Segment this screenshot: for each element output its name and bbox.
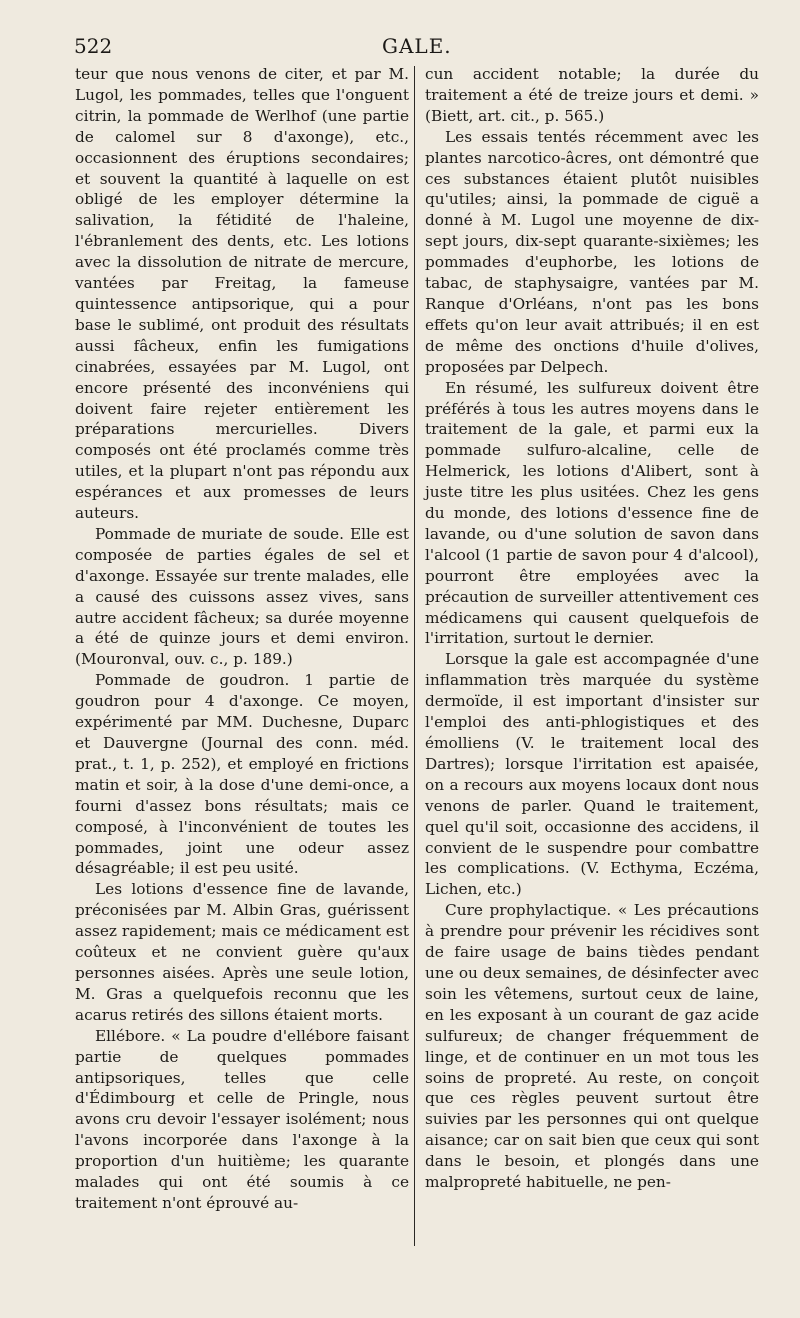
paragraph: En résumé, les sulfureux doivent être préférés à tous les autres moyens dans le traitement de la gale, et parmi eux la pommade sulfuro-alcaline, celle de Helmerick, les lotions d'Alibert, sont à juste titre les plus usitées. Chez les gens du monde, des lotions d'essence fine de lavande, ou d'une solution de savon dans l'alcool (1 partie de savon pour 4 d'alcool), pourront être employées avec la précaution de surveiller attentivement ces médicamens qui causent quelquefois de l'irritation, surtout le dernier. — [425, 378, 759, 648]
page-number: 522 — [74, 34, 113, 58]
paragraph: Pommade de goudron. 1 partie de goudron pour 4 d'axonge. Ce moyen, expérimenté par MM. Duchesne, Duparc et Dauvergne (Journal des conn. méd. prat., t. 1, p. 252), et employé en frictions matin et soir, à la dose d'une demi-once, a fourni d'assez bons résultats; mais ce composé, à l'inconvénient de toutes les pommades, joint une odeur assez désagréable; il est peu usité. — [75, 671, 409, 878]
paragraph: Ellébore. « La poudre d'ellébore faisant partie de quelques pommades antipsoriques, telles que celle d'Édimbourg et celle de Pringle, nous avons cru devoir l'essayer isolément; nous l'avons incorporée dans l'axonge à la proportion d'un huitième; les quarante malades qui ont été soumis à ce traitement n'ont éprouvé au- — [75, 1026, 409, 1212]
page-title: GALE. — [382, 34, 452, 58]
left-column — [75, 64, 409, 1214]
paragraph: Lorsque la gale est accompagnée d'une inflammation très marquée du système dermoïde, il est important d'insister sur l'emploi des anti-phlogistiques et des émolliens (V. le traitement local des Dartres); lorsque l'irritation est apaisée, on a recours aux moyens locaux dont nous venons de parler. Quand le traitement, quel qu'il soit, occasionne des accidens, il convient de le suspendre pour combattre les complications. (V. Ecthyma, Eczéma, Lichen, etc.) — [425, 650, 759, 899]
right-column — [425, 64, 759, 1193]
paragraph: Les lotions d'essence fine de lavande, préconisées par M. Albin Gras, guérissent assez rapidement; mais ce médicament est coûteux et ne convient guère qu'aux personnes aisées. Après une seule lotion, M. Gras a quelquefois reconnu que les acarus retirés des sillons étaient morts. — [75, 880, 409, 1024]
paragraph: teur que nous venons de citer, et par M. Lugol, les pommades, telles que l'onguent citrin, la pommade de Werlhof (une partie de calomel sur 8 d'axonge), etc., occasionnent des éruptions secondaires; et souvent la quantité à laquelle on est obligé de les employer détermine la salivation, la fétidité de l'haleine, l'ébranlement des dents, etc. Les lotions avec la dissolution de nitrate de mercure, vantées par Freitag, la fameuse quintessence antipsorique, qui a pour base le sublimé, ont produit des résultats aussi fâcheux, enfin les fumigations cinabrées, essayées par M. Lugol, ont encore présenté des inconvéniens qui doivent faire rejeter entièrement les préparations mercurielles. Divers composés ont été proclamés comme très utiles, et la plupart n'ont pas répondu aux espérances et aux promesses de leurs auteurs. — [75, 65, 409, 523]
paragraph: Les essais tentés récemment avec les plantes narcotico-âcres, ont démontré que ces substances étaient plutôt nuisibles qu'utiles; ainsi, la pommade de ciguë a donné à M. Lugol une moyenne de dix-sept jours, dix-sept quarante-sixièmes; les pommades d'euphorbe, les lotions de tabac, de staphysaigre, vantées par M. Ranque d'Orléans, n'ont pas les bons effets qu'on leur avait attribués; il en est de même des onctions d'huile d'olives, proposées par Delpech. — [425, 127, 759, 376]
running-header — [74, 34, 764, 64]
paragraph: Cure prophylactique. « Les précautions à prendre pour prévenir les récidives sont de faire usage de bains tièdes pendant une ou deux semaines, de désinfecter avec soin les vêtemens, surtout ceux de laine, en les exposant à un courant de gaz acide sulfureux; de changer fréquemment de linge, et de continuer en un mot tous les soins de propreté. Au reste, on conçoit que ces règles peuvent surtout être suivies par les personnes qui ont quelque aisance; car on sait bien que ceux qui sont dans le besoin, et plongés dans une malpropreté habituelle, ne pen- — [425, 901, 759, 1192]
column-divider — [414, 66, 415, 1246]
paragraph: Pommade de muriate de soude. Elle est composée de parties égales de sel et d'axonge. Essayée sur trente malades, elle a causé des cuissons assez vives, sans autre accident fâcheux; sa durée moyenne a été de quinze jours et demi environ. (Mouronval, ouv. c., p. 189.) — [75, 524, 409, 669]
paragraph: cun accident notable; la durée du traitement a été de treize jours et demi. » (Biett, art. cit., p. 565.) — [425, 65, 759, 125]
